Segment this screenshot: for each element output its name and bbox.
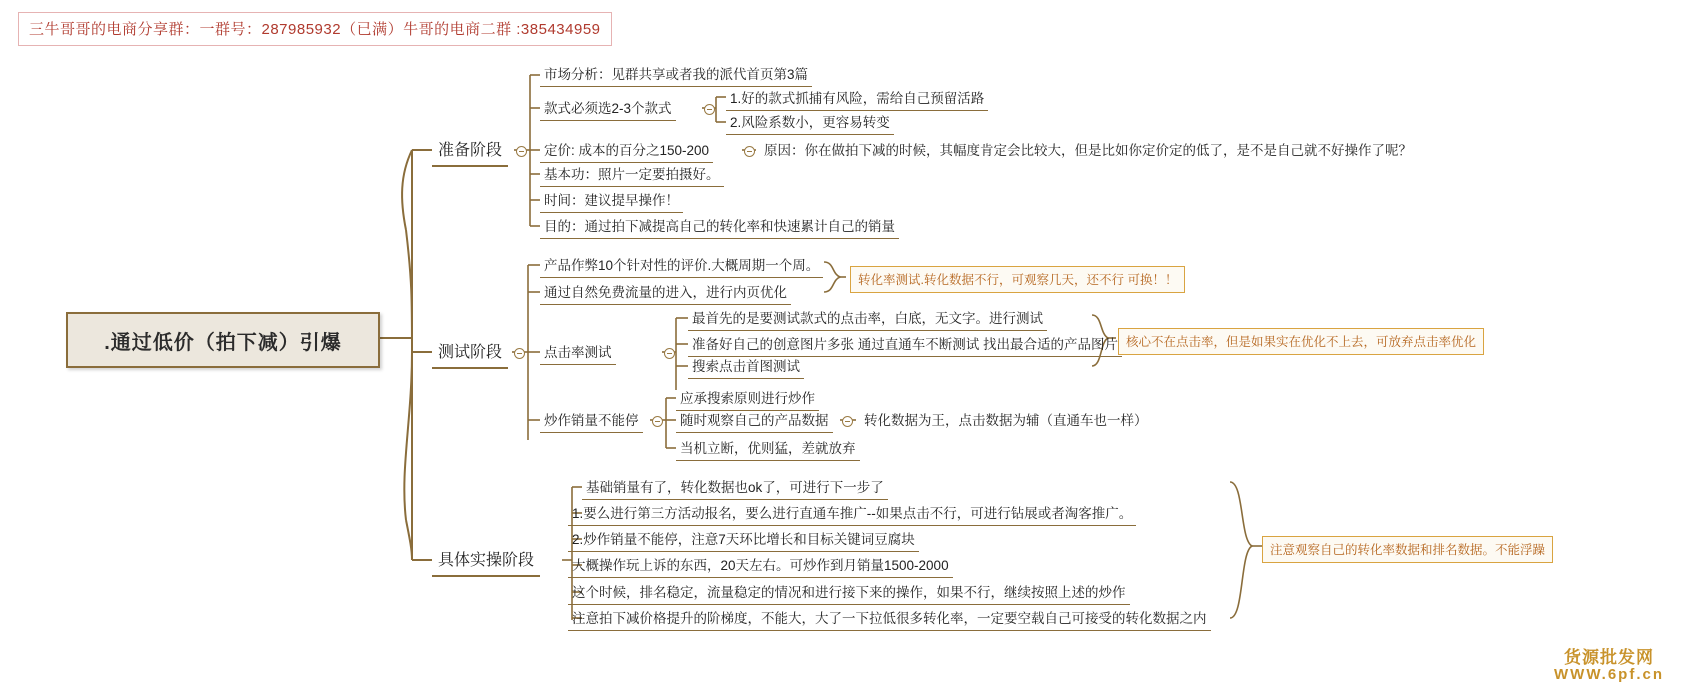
leaf-prepare-1[interactable]: 款式必须选2-3个款式 <box>540 96 676 121</box>
leaf-prepare-5[interactable]: 目的：通过拍下减提高自己的转化率和快速累计自己的销量 <box>540 214 899 239</box>
leaf-practice-1[interactable]: 1.要么进行第三方活动报名，要么进行直通车推广--如果点击不行，可进行钻展或者淘客推广。 <box>568 501 1136 526</box>
leaf-test-sales[interactable]: 炒作销量不能停 <box>540 408 643 433</box>
branch-practice[interactable]: 具体实操阶段 <box>432 544 540 577</box>
collapse-toggle-prepare[interactable] <box>516 146 527 157</box>
collapse-toggle-test[interactable] <box>514 348 525 359</box>
leaf-style-sub-0[interactable]: 1.好的款式抓捕有风险，需给自己预留活路 <box>726 86 988 111</box>
watermark-line1: 货源批发网 <box>1564 648 1654 668</box>
callout-practice-note[interactable]: 注意观察自己的转化率数据和排名数据。不能浮躁 <box>1262 536 1553 563</box>
watermark-line2: WWW.6pf.cn <box>1554 666 1664 684</box>
root-node[interactable]: .通过低价（拍下减）引爆 <box>66 312 380 368</box>
leaf-prepare-4[interactable]: 时间：建议提早操作！ <box>540 188 683 213</box>
leaf-prepare-3[interactable]: 基本功：照片一定要拍摄好。 <box>540 162 724 187</box>
collapse-toggle-style[interactable] <box>704 104 715 115</box>
collapse-toggle-ctr[interactable] <box>664 348 675 359</box>
leaf-ctr-sub-1[interactable]: 准备好自己的创意图片多张 通过直通车不断测试 找出最合适的产品图片 <box>688 332 1122 357</box>
leaf-sales-sub-0[interactable]: 应承搜索原则进行炒作 <box>676 386 819 411</box>
leaf-test-0[interactable]: 产品作弊10个针对性的评价.大概周期一个周。 <box>540 253 823 278</box>
collapse-toggle-sales-note[interactable] <box>842 416 853 427</box>
collapse-toggle-price[interactable] <box>744 146 755 157</box>
collapse-toggle-sales[interactable] <box>652 416 663 427</box>
branch-prepare[interactable]: 准备阶段 <box>432 134 508 167</box>
leaf-test-1[interactable]: 通过自然免费流量的进入，进行内页优化 <box>540 280 791 305</box>
leaf-sales-sub-1[interactable]: 随时观察自己的产品数据 <box>676 408 833 433</box>
leaf-practice-3[interactable]: 大概操作玩上诉的东西，20天左右。可炒作到月销量1500-2000 <box>568 553 953 578</box>
group-info-banner: 三牛哥哥的电商分享群：一群号：287985932（已满）牛哥的电商二群 :385434959 <box>18 12 612 46</box>
leaf-prepare-0[interactable]: 市场分析：见群共享或者我的派代首页第3篇 <box>540 62 812 87</box>
leaf-style-sub-1[interactable]: 2.风险系数小，更容易转变 <box>726 110 894 135</box>
leaf-ctr-sub-2[interactable]: 搜索点击首图测试 <box>688 354 804 379</box>
leaf-practice-4[interactable]: 这个时候，排名稳定，流量稳定的情况和进行接下来的操作，如果不行，继续按照上述的炒作 <box>568 580 1130 605</box>
callout-conversion-test[interactable]: 转化率测试.转化数据不行，可观察几天，还不行 可换！！ <box>850 266 1185 293</box>
callout-ctr-core[interactable]: 核心不在点击率，但是如果实在优化不上去，可放弃点击率优化 <box>1118 328 1484 355</box>
leaf-sales-sub-2[interactable]: 当机立断，优则猛，差就放弃 <box>676 436 860 461</box>
leaf-ctr-sub-0[interactable]: 最首先的是要测试款式的点击率，白底，无文字。进行测试 <box>688 306 1047 331</box>
leaf-prepare-2[interactable]: 定价: 成本的百分之150-200 <box>540 138 713 163</box>
leaf-practice-0[interactable]: 基础销量有了，转化数据也ok了，可进行下一步了 <box>582 475 888 500</box>
leaf-test-ctr[interactable]: 点击率测试 <box>540 340 616 365</box>
leaf-practice-5[interactable]: 注意拍下减价格提升的阶梯度，不能大，大了一下拉低很多转化率，一定要空载自己可接受的转化数据之内 <box>568 606 1211 631</box>
leaf-price-reason[interactable]: 原因：你在做拍下减的时候，其幅度肯定会比较大，但是比如你定价定的低了，是不是自己就不好操作了呢？ <box>764 143 1412 158</box>
watermark <box>1554 649 1664 683</box>
branch-test[interactable]: 测试阶段 <box>432 336 508 369</box>
leaf-sales-note[interactable]: 转化数据为王，点击数据为辅（直通车也一样） <box>864 413 1148 428</box>
leaf-practice-2[interactable]: 2.炒作销量不能停，注意7天环比增长和目标关键词豆腐块 <box>568 527 919 552</box>
